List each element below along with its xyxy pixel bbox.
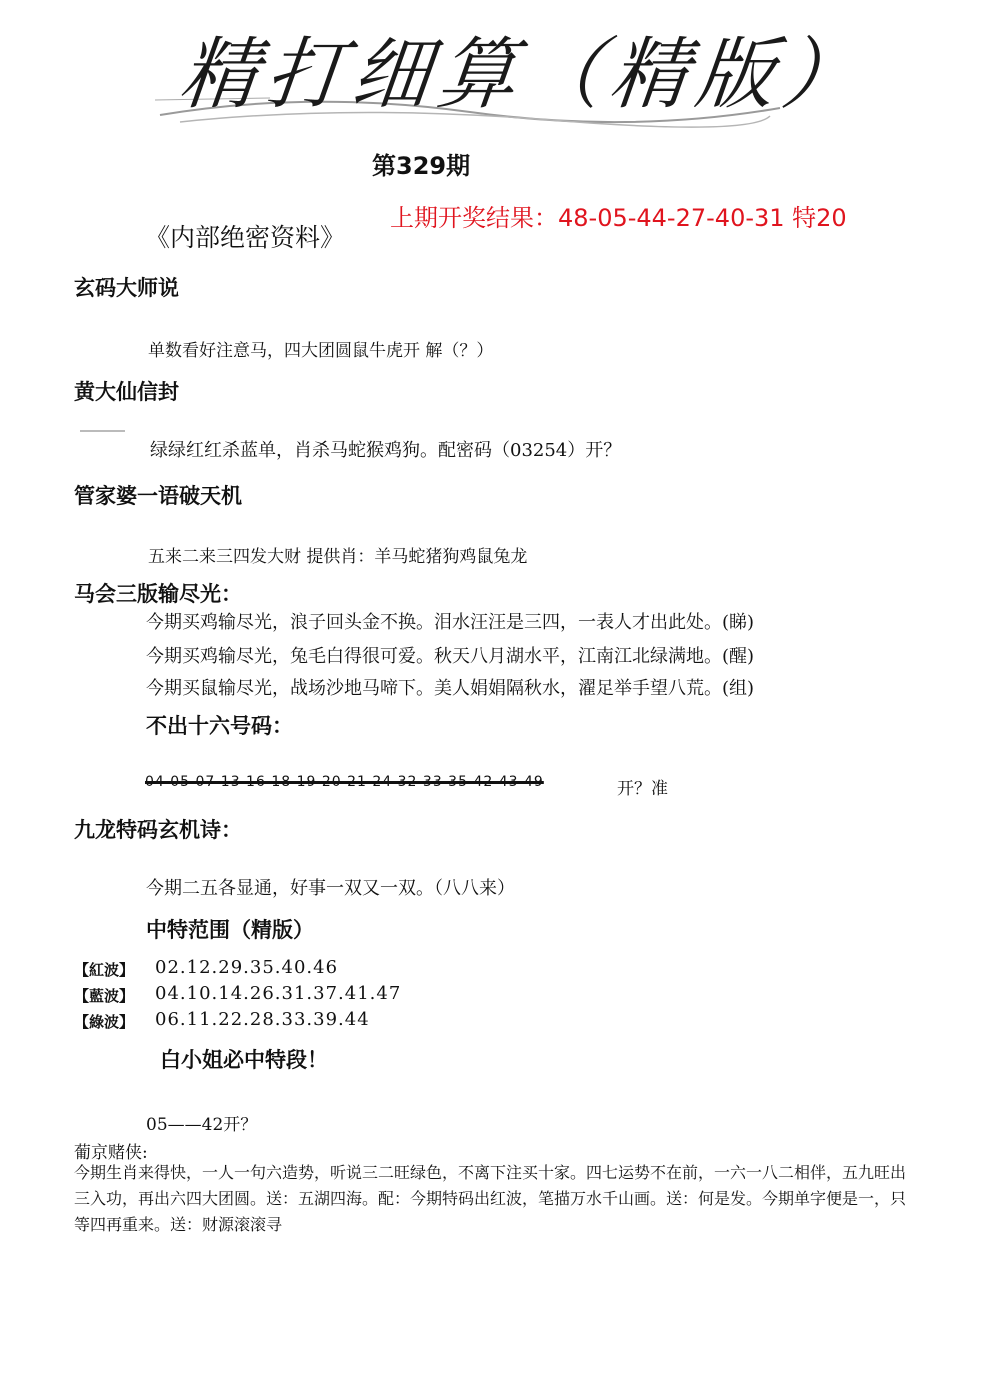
jiulong-text: 今期二五各显通，好事一双又一双。（八八来） bbox=[146, 878, 515, 899]
buchu-suffix: 开？准 bbox=[617, 779, 668, 799]
mahui-heading: 马会三版输尽光： bbox=[74, 582, 242, 606]
red-wave-numbers: 02.12.29.35.40.46 bbox=[155, 957, 339, 978]
issue-number: 第329期 bbox=[372, 152, 471, 180]
baixiaojie-heading: 白小姐必中特段！ bbox=[160, 1048, 328, 1072]
buchu-heading: 不出十六号码： bbox=[146, 714, 293, 738]
banner-title: 精打细算（精版） bbox=[175, 30, 873, 120]
xuanma-heading: 玄码大师说 bbox=[74, 276, 179, 300]
jiulong-heading: 九龙特码玄机诗： bbox=[74, 818, 242, 842]
pujing-heading: 葡京赌侠: bbox=[74, 1143, 148, 1163]
blue-wave-numbers: 04.10.14.26.31.37.41.47 bbox=[155, 983, 402, 1004]
neibu-title: 《内部绝密资料》 bbox=[145, 223, 346, 252]
buchu-numbers: 04 05 07 13 16 18 19 20 21 24 32 33 35 42 43 49 bbox=[145, 774, 544, 790]
green-wave-numbers: 06.11.22.28.33.39.44 bbox=[155, 1009, 370, 1030]
mahui-line: 今期买鸡输尽光，兔毛白得很可爱。秋天八月湖水平，江南江北绿满地。(醒) bbox=[146, 646, 755, 667]
huangdaxian-text: 绿绿红红杀蓝单，肖杀马蛇猴鸡狗。配密码（03254）开？ bbox=[150, 440, 622, 461]
pujing-text: 今期生肖来得快，一人一句六造势，听说三二旺绿色，不离下注买十家。四七运势不在前，一六一八二相伴，五九旺出三入功，再出六四大团圆。送：五湖四海。配：今期特码出红波，笔描万水千山画。送：何是发。今期单字便是一，只等四再重来。送：财源滚滚寻 bbox=[74, 1163, 907, 1234]
xuanma-text: 单数看好注意马，四大团圆鼠牛虎开 解（？） bbox=[148, 341, 494, 361]
baixiaojie-text: 05——42开？ bbox=[146, 1115, 258, 1135]
mahui-line: 今期买鼠输尽光，战场沙地马啼下。美人娟娟隔秋水，濯足举手望八荒。(组) bbox=[146, 678, 755, 699]
red-wave-tag: 【紅波】 bbox=[74, 961, 135, 979]
scan-mark bbox=[80, 430, 125, 432]
blue-wave-tag: 【藍波】 bbox=[74, 987, 135, 1005]
mahui-line: 今期买鸡输尽光，浪子回头金不换。泪水汪汪是三四，一表人才出此处。(睇) bbox=[146, 612, 755, 633]
huangdaxian-heading: 黄大仙信封 bbox=[74, 380, 179, 404]
zhongte-heading: 中特范围（精版） bbox=[146, 918, 314, 942]
guanjiapo-heading: 管家婆一语破天机 bbox=[74, 484, 242, 508]
last-result: 上期开奖结果：48-05-44-27-40-31 特20 bbox=[390, 204, 847, 232]
guanjiapo-text: 五来二来三四发大财 提供肖：羊马蛇猪狗鸡鼠兔龙 bbox=[148, 547, 528, 567]
green-wave-tag: 【綠波】 bbox=[74, 1013, 135, 1031]
